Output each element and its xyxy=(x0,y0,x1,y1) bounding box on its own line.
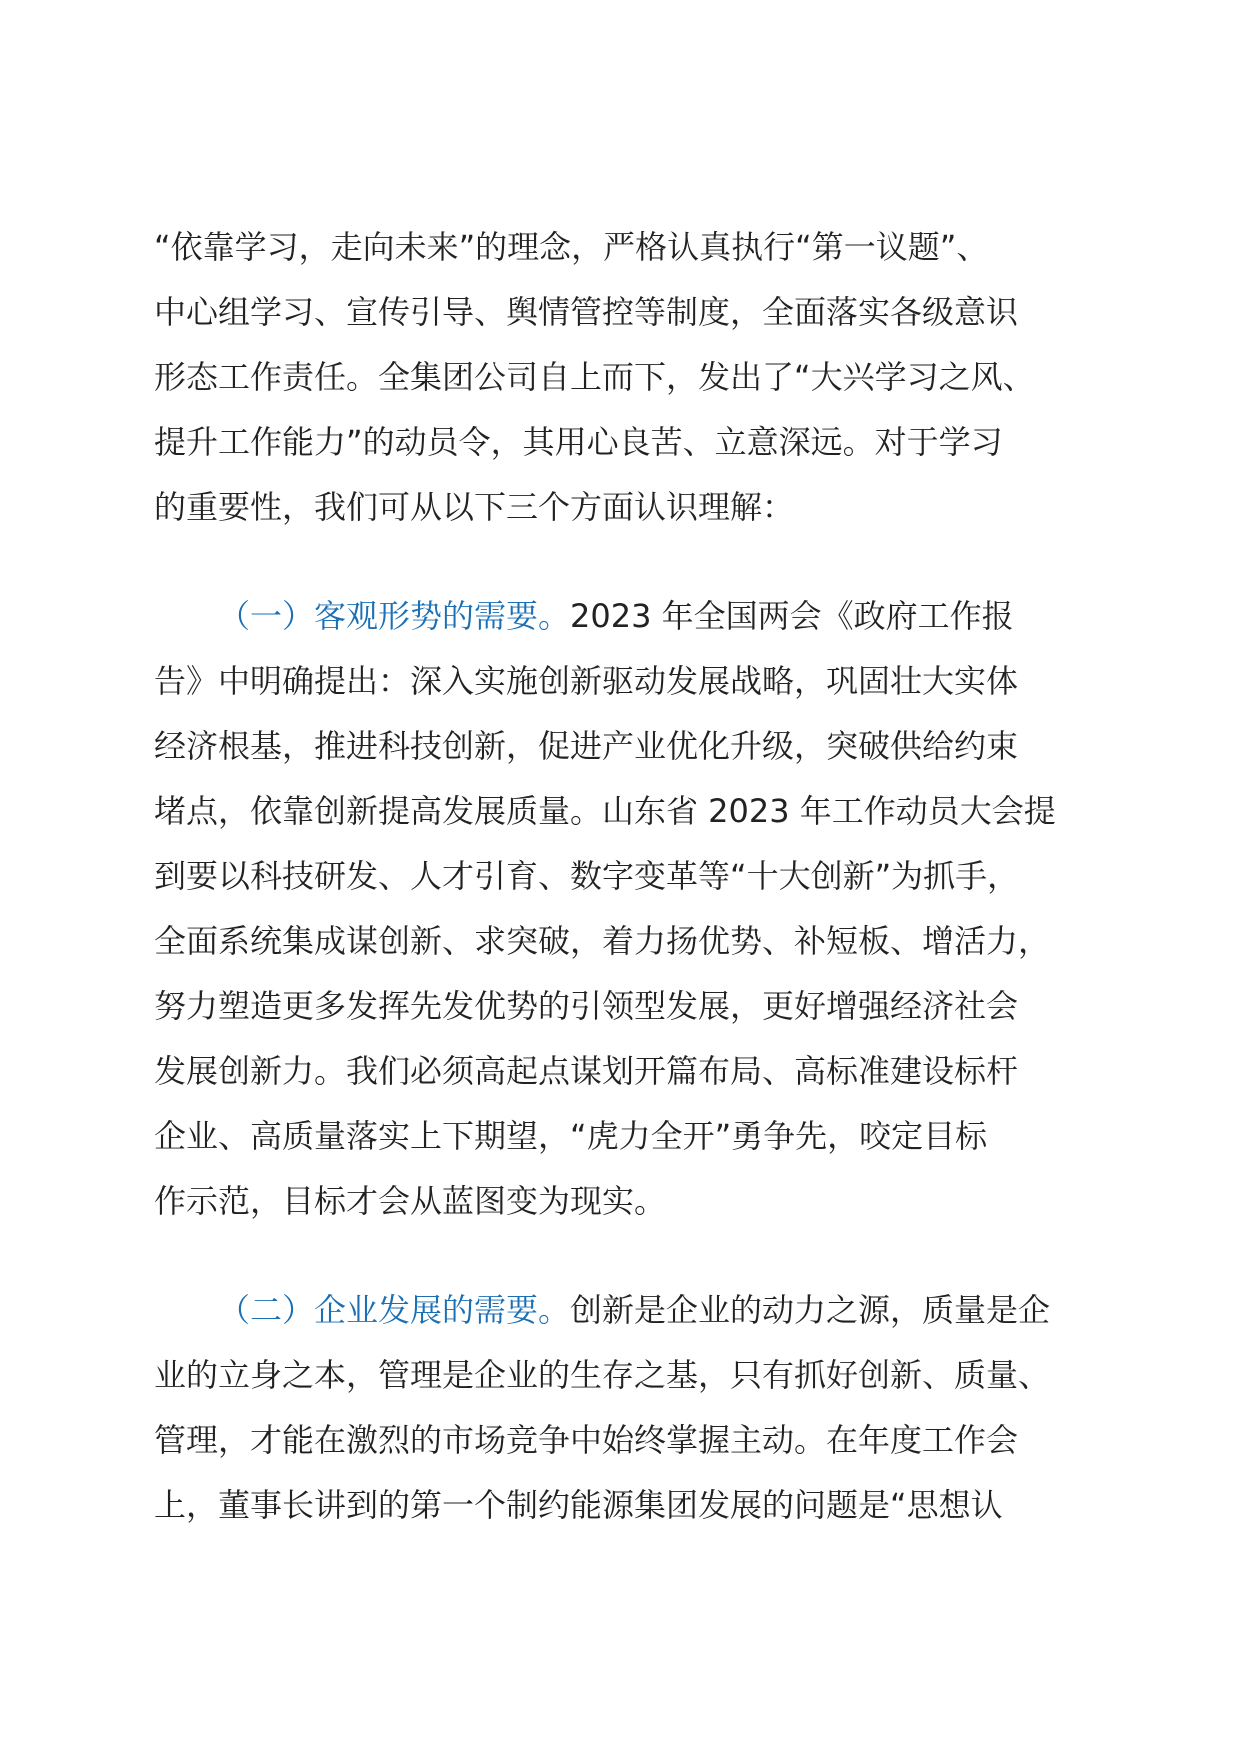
text-line: 企业、高质量落实上下期望，“虎力全开”勇争先，咬定目标 xyxy=(154,1117,988,1155)
text-line: 经济根基，推进科技创新，促进产业优化升级，突破供给约束 xyxy=(154,727,1019,765)
text-line: 作示范，目标才会从蓝图变为现实。 xyxy=(154,1182,667,1220)
text-line: 堵点，依靠创新提高发展质量。山东省 2023 年工作动员大会提 xyxy=(154,792,1056,830)
text-line: 形态工作责任。全集团公司自上而下，发出了“大兴学习之风、 xyxy=(154,358,1035,396)
text-run: 创新是企业的动力之源，质量是企 xyxy=(570,1291,1051,1329)
paragraph-spacer xyxy=(154,1234,1094,1278)
paragraph-spacer xyxy=(154,540,1094,584)
text-run: 2023 年全国两会《政府工作报 xyxy=(570,597,1014,635)
text-line-first xyxy=(154,584,1094,649)
text-line: 业的立身之本，管理是企业的生存之基，只有抓好创新、质量、 xyxy=(154,1356,1051,1394)
text-line: 全面系统集成谋创新、求突破，着力扬优势、补短板、增活力， xyxy=(154,922,1051,960)
text-line: 上，董事长讲到的第一个制约能源集团发展的问题是“思想认 xyxy=(154,1486,1003,1524)
paragraph-enterprise-development xyxy=(154,1278,1094,1538)
text-line: 中心组学习、宣传引导、舆情管控等制度，全面落实各级意识 xyxy=(154,293,1019,331)
section-heading-two: （二）企业发展的需要。 xyxy=(218,1291,571,1329)
text-line: 发展创新力。我们必须高起点谋划开篇布局、高标准建设标杆 xyxy=(154,1052,1019,1090)
text-line-first xyxy=(154,1278,1094,1343)
text-line: “依靠学习，走向未来”的理念，严格认真执行“第一议题”、 xyxy=(154,228,989,266)
section-heading-one: （一）客观形势的需要。 xyxy=(218,597,571,635)
paragraph-objective-situation xyxy=(154,584,1094,1234)
paragraph-intro xyxy=(154,215,1094,540)
text-line: 努力塑造更多发挥先发优势的引领型发展，更好增强经济社会 xyxy=(154,987,1019,1025)
text-line: 告》中明确提出：深入实施创新驱动发展战略，巩固壮大实体 xyxy=(154,662,1019,700)
text-line: 到要以科技研发、人才引育、数字变革等“十大创新”为抓手， xyxy=(154,857,1020,895)
text-line: 管理，才能在激烈的市场竞争中始终掌握主动。在年度工作会 xyxy=(154,1421,1019,1459)
text-line: 提升工作能力”的动员令，其用心良苦、立意深远。对于学习 xyxy=(154,423,1003,461)
text-line: 的重要性，我们可从以下三个方面认识理解： xyxy=(154,488,795,526)
document-body xyxy=(154,215,1094,1538)
